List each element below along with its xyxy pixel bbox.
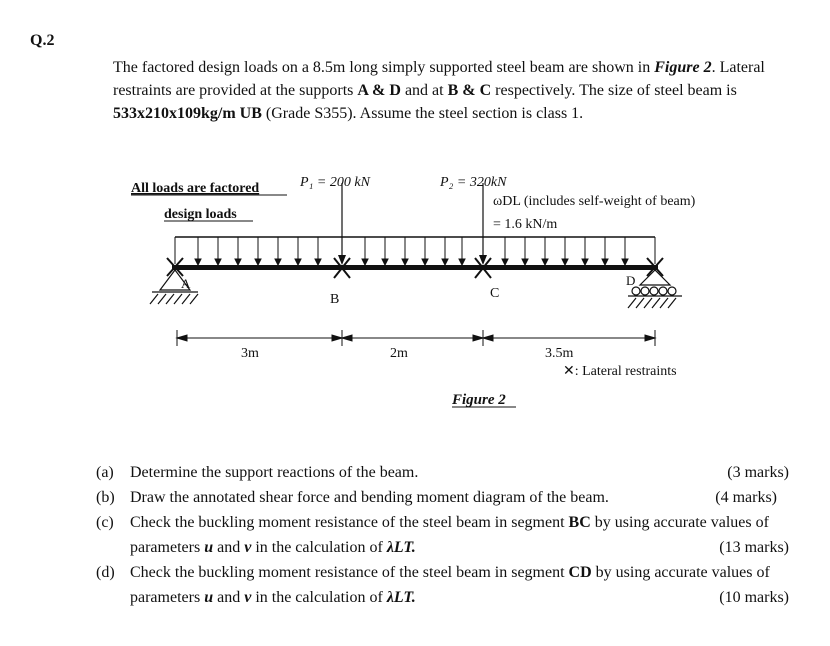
support-a-pin bbox=[150, 270, 198, 304]
part-a bbox=[96, 460, 811, 485]
beam-section: 533x210x109kg/m UB bbox=[113, 105, 262, 122]
part-d bbox=[96, 560, 811, 610]
intro-text-5: (Grade S355). Assume the steel section is class 1. bbox=[261, 105, 584, 122]
intro-text-3: and at bbox=[400, 82, 448, 99]
question-parts bbox=[96, 460, 811, 610]
support-d-roller bbox=[628, 270, 682, 308]
part-c-lambda: λLT. bbox=[386, 539, 416, 556]
supports-a-d: A & D bbox=[357, 82, 401, 99]
point-c-label: C bbox=[490, 286, 500, 301]
dim-cd: 3.5m bbox=[545, 346, 574, 361]
part-a-marks: (3 marks) bbox=[727, 464, 789, 481]
part-d-label: (d) bbox=[96, 564, 115, 581]
part-d-v: v bbox=[244, 589, 252, 606]
part-d-text-1: Check the buckling moment resistance of the steel beam in segment bbox=[130, 564, 569, 581]
part-c-text-3: in the calculation of bbox=[251, 539, 387, 556]
p1-label: P₁ = 200 kN bbox=[300, 175, 370, 190]
restraints-b-c: B & C bbox=[447, 82, 492, 99]
part-c-u: u bbox=[204, 539, 214, 556]
dim-bc: 2m bbox=[390, 346, 408, 361]
figure-reference: Figure 2 bbox=[654, 59, 712, 76]
part-c-and: and bbox=[213, 539, 245, 556]
part-d-marks: (10 marks) bbox=[719, 589, 789, 606]
dim-ab: 3m bbox=[241, 346, 259, 361]
part-a-label: (a) bbox=[96, 464, 114, 481]
part-d-u: u bbox=[204, 589, 214, 606]
part-b bbox=[96, 485, 811, 510]
intro-text-4: respectively. The size of steel beam is bbox=[491, 82, 737, 99]
part-d-segment: CD bbox=[568, 564, 592, 581]
part-d-and: and bbox=[213, 589, 245, 606]
part-d-text-3: in the calculation of bbox=[251, 589, 387, 606]
point-d-label: D bbox=[626, 273, 636, 288]
part-c-marks: (13 marks) bbox=[719, 539, 789, 556]
part-c-text-2: by using accurate values of parameters bbox=[130, 514, 769, 556]
udl-label-1: ωDL (includes self-weight of beam) bbox=[493, 194, 696, 209]
loads-note-line2: design loads bbox=[164, 207, 237, 222]
question-number: Q.2 bbox=[30, 32, 55, 49]
part-c-text-1: Check the buckling moment resistance of the steel beam in segment bbox=[130, 514, 569, 531]
loads-note-line1: All loads are factored bbox=[131, 181, 260, 196]
figure-caption: Figure 2 bbox=[452, 392, 506, 408]
part-d-text-2: by using accurate values of parameters bbox=[130, 564, 770, 606]
beam bbox=[172, 265, 658, 270]
intro-text-2: . Lateral restraints are provided at the supports bbox=[113, 59, 765, 99]
dimension-line bbox=[177, 330, 655, 346]
part-c-segment: BC bbox=[568, 514, 591, 531]
p2-label: P₂ = 320kN bbox=[440, 175, 507, 190]
udl-arrows bbox=[175, 237, 655, 265]
restraint-legend: ✕: Lateral restraints bbox=[563, 364, 677, 379]
part-c-v: v bbox=[244, 539, 252, 556]
point-a-label: A bbox=[181, 276, 191, 291]
part-c bbox=[96, 510, 811, 560]
intro-text-1: The factored design loads on a 8.5m long simply supported steel beam are shown in bbox=[113, 59, 655, 76]
part-d-lambda: λLT. bbox=[386, 589, 416, 606]
part-b-label: (b) bbox=[96, 489, 115, 506]
point-b-label: B bbox=[330, 292, 340, 307]
part-b-marks: (4 marks) bbox=[715, 489, 777, 506]
part-c-label: (c) bbox=[96, 514, 114, 531]
udl-label-2: = 1.6 kN/m bbox=[493, 217, 558, 232]
part-a-text: Determine the support reactions of the beam. bbox=[130, 464, 419, 481]
part-b-text: Draw the annotated shear force and bending moment diagram of the beam. bbox=[130, 489, 609, 506]
